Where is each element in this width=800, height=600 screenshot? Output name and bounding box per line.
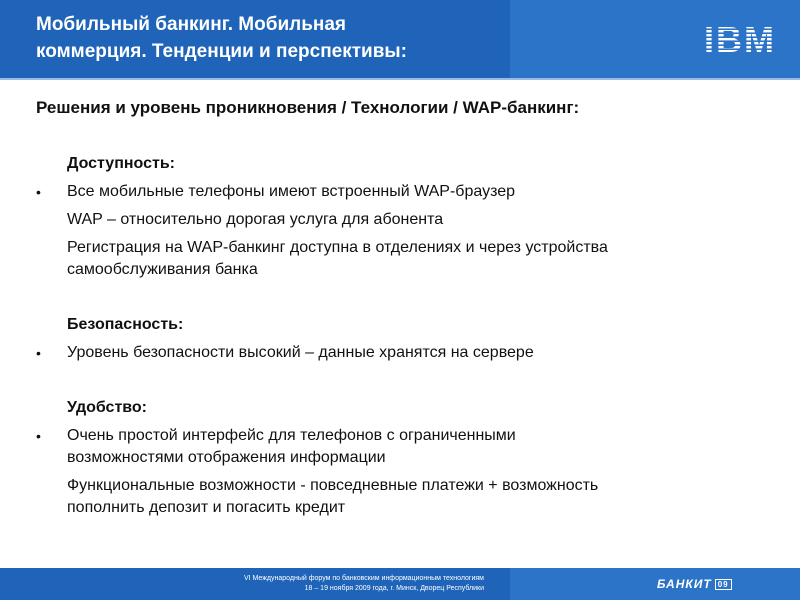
section-heading-security: Безопасность: bbox=[67, 316, 184, 333]
list-item: WAP – относительно дорогая услуга для абонента bbox=[67, 211, 444, 228]
list-item: Все мобильные телефоны имеют встроенный WAP-браузер bbox=[67, 183, 516, 200]
list-item: пополнить депозит и погасить кредит bbox=[67, 499, 346, 516]
list-item: Очень простой интерфейс для телефонов с ограниченными bbox=[67, 427, 516, 444]
section-heading-convenience: Удобство: bbox=[67, 399, 148, 416]
header-divider bbox=[0, 78, 800, 80]
bullet-marker: • bbox=[36, 345, 41, 361]
section-heading-availability: Доступность: bbox=[67, 155, 175, 172]
list-item: возможностями отображения информации bbox=[67, 449, 386, 466]
bankit-logo-icon bbox=[657, 577, 732, 593]
slide-title-line-2: коммерция. Тенденции и перспективы: bbox=[36, 41, 407, 62]
list-item: Уровень безопасности высокий – данные хранятся на сервере bbox=[67, 344, 534, 361]
footer-event-date: 18 – 19 ноября 2009 года, г. Минск, Дворец Республики bbox=[304, 585, 484, 592]
footer-right-panel bbox=[510, 568, 800, 600]
slide-title-line-1: Мобильный банкинг. Мобильная bbox=[36, 14, 347, 35]
bankit-logo-badge: 09 bbox=[715, 579, 732, 590]
content-subtitle: Решения и уровень проникновения / Технологии / WAP-банкинг: bbox=[36, 98, 580, 117]
ibm-logo-icon bbox=[700, 22, 780, 56]
list-item: Регистрация на WAP-банкинг доступна в отделениях и через устройства bbox=[67, 239, 608, 256]
footer-event-name: VI Международный форум по банковским информационным технологиям bbox=[243, 575, 484, 582]
bullet-marker: • bbox=[36, 428, 41, 444]
ibm-logo-text: IBM bbox=[704, 22, 776, 56]
slide-title bbox=[36, 11, 506, 65]
bullet-marker: • bbox=[36, 184, 41, 200]
list-item: Функциональные возможности - повседневные платежи + возможность bbox=[67, 477, 599, 494]
list-item: самообслуживания банка bbox=[67, 261, 258, 278]
bankit-logo-text: БАНКИТ bbox=[657, 577, 712, 591]
